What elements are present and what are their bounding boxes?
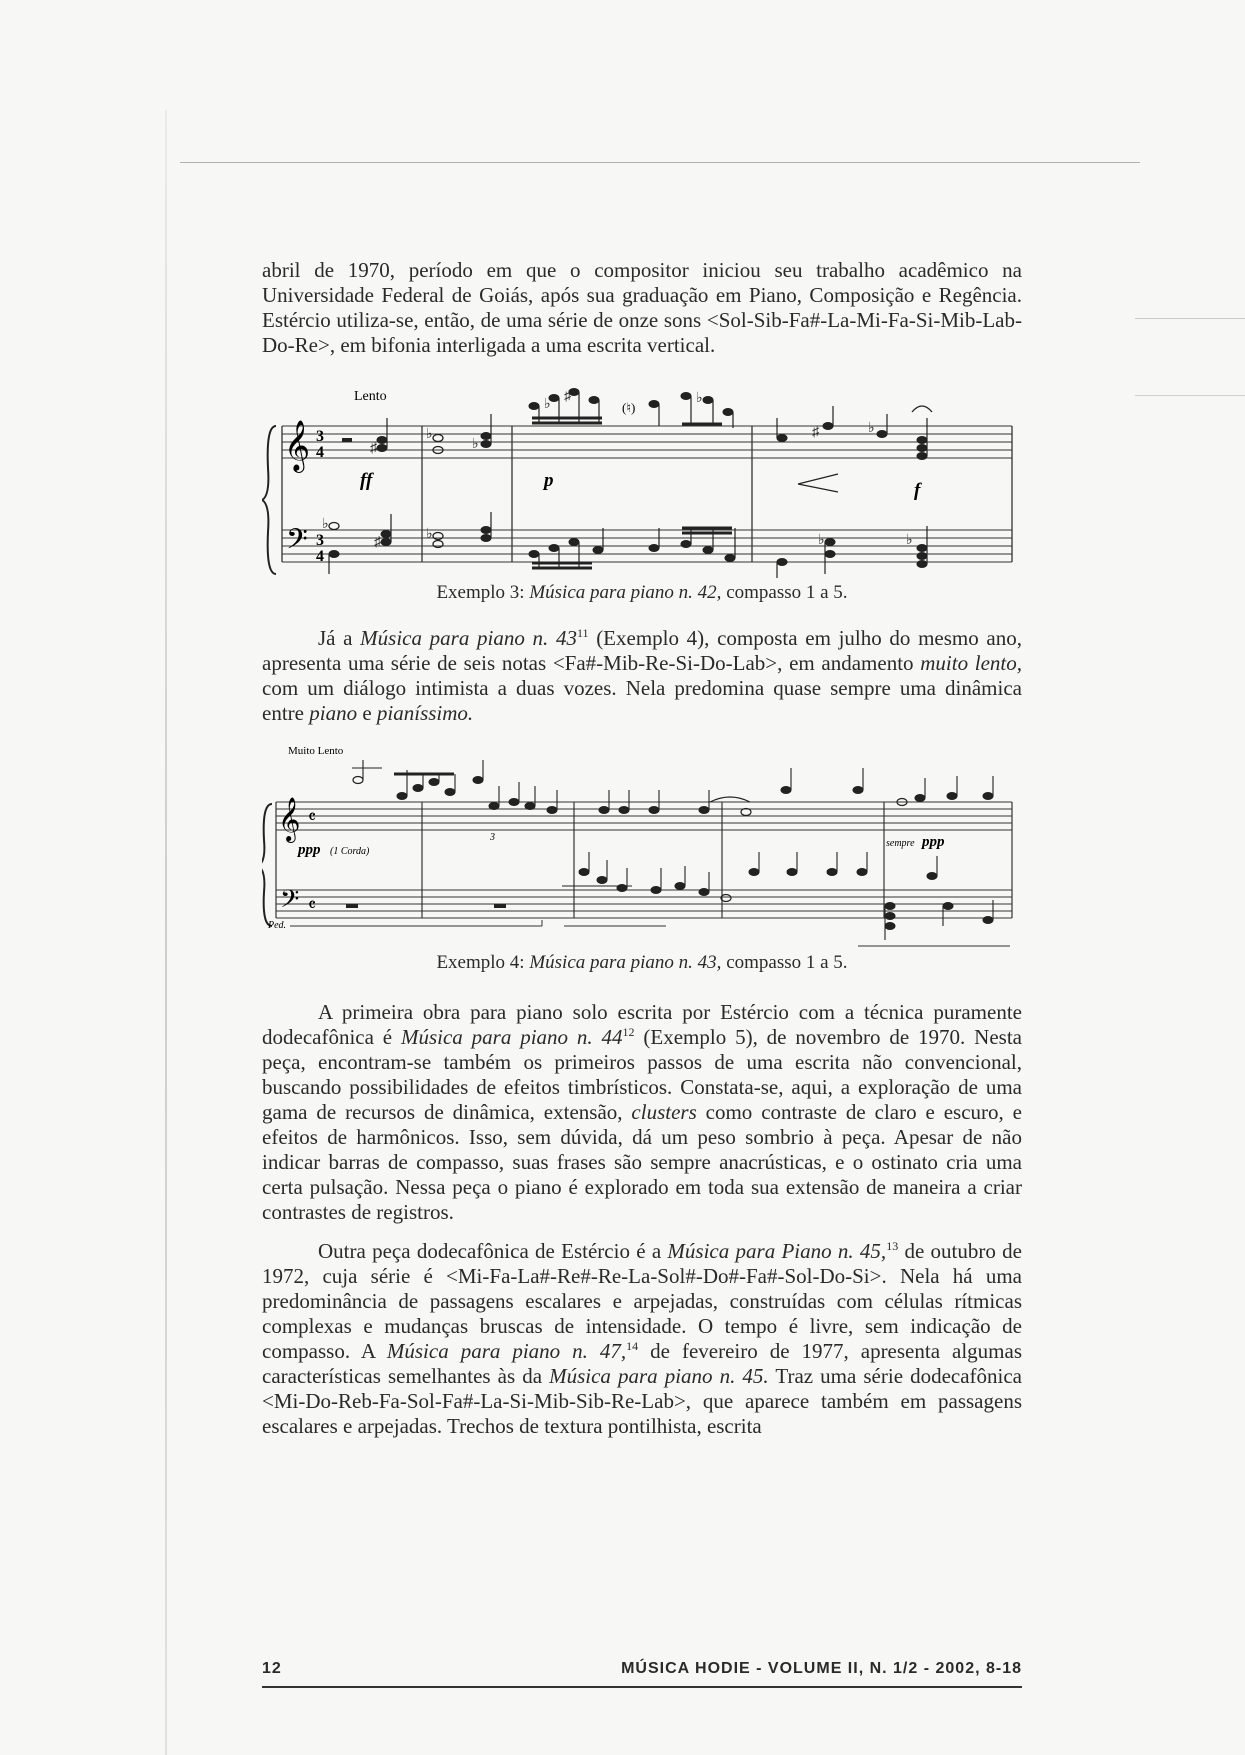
time-signature-treble: 3 <box>316 428 324 445</box>
treble-clef-icon: 𝄞 <box>284 421 311 470</box>
svg-text:♭: ♭ <box>696 391 703 406</box>
caption-title-4: Música para piano n. 43, <box>529 952 722 973</box>
dynamic-p: p <box>544 470 554 491</box>
svg-text:♯: ♯ <box>374 535 381 550</box>
p2-dynamic-pianissimo: pianíssimo. <box>376 701 474 725</box>
p2-text-b: (Exemplo 4), composta em julho do mesmo ano, apresenta uma série de seis notas <Fa#-Mib-Re-Si-Do-Lab>, em andamento <box>262 626 1023 675</box>
p2-work-title: Música para piano n. 43 <box>360 626 577 650</box>
p3-text-b: (Exemplo 5), de novembro de 1970. Nesta peça, encontram-se também os primeiros passos de uma escrita não convencional, buscando possibilidades de efeitos timbrísticos. Constata-se, aqui, a exploração de uma gama de recursos de dinâmica, extensão, <box>262 1025 1022 1124</box>
treble-staff <box>282 426 1012 458</box>
dynamic-ppp: ppp <box>298 842 321 858</box>
scan-border-right-2 <box>1135 395 1245 396</box>
p4-work-title-45: Música para Piano n. 45, <box>667 1239 887 1263</box>
p4-work-title-47: Música para piano n. 47, <box>386 1339 627 1363</box>
svg-text:♭: ♭ <box>472 437 479 452</box>
common-time-treble: 𝄴 <box>308 807 317 827</box>
svg-text:♭: ♭ <box>818 533 825 548</box>
caption-range: compasso 1 a 5. <box>721 582 848 603</box>
rest-mark <box>342 438 352 442</box>
example-3-caption <box>262 581 1022 605</box>
footnote-ref-11[interactable]: 11 <box>576 626 589 640</box>
time-signature-treble-lower: 4 <box>316 444 324 461</box>
footnote-ref-12[interactable]: 12 <box>622 1025 635 1039</box>
paragraph-3 <box>262 1000 1022 1225</box>
caption-label: Exemplo 3: <box>436 582 530 603</box>
example-3-score <box>262 378 1022 578</box>
svg-text:♭: ♭ <box>868 421 875 436</box>
example-4-caption <box>262 951 1022 975</box>
paragraph-2 <box>262 626 1022 726</box>
system-brace-4 <box>262 804 272 926</box>
journal-citation: MÚSICA HODIE - VOLUME II, N. 1/2 - 2002, 8-18 <box>621 1660 1022 1677</box>
p3-clusters: clusters <box>631 1100 697 1124</box>
svg-text:♭: ♭ <box>906 533 913 548</box>
bass-notes <box>322 512 927 578</box>
p3-text-c: como contraste de claro e escuro, e efeitos de harmônicos. Isso, sem dúvida, dá um peso sombrio à peça. Apesar de não indicar barras de compasso, suas frases são sempre anacrústicas, e o ostinato cria uma certa pulsação. Nessa peça o piano é explorado em toda sua extensão de maneira a criar contrastes de registros. <box>262 1100 1022 1224</box>
caption-label-4: Exemplo 4: <box>436 952 530 973</box>
bass-clef-icon: 𝄢 <box>286 525 308 562</box>
scan-border-top <box>180 162 1140 163</box>
footnote-ref-13[interactable]: 13 <box>886 1239 899 1253</box>
bass-notes-4 <box>562 852 993 940</box>
scan-border-right <box>1135 318 1245 319</box>
whole-rest <box>346 904 358 908</box>
p2-text-e: e <box>357 701 377 725</box>
p4-text-d: Traz uma série dodecafônica <Mi-Do-Reb-Fa-Sol-Fa#-La-Si-Mib-Sib-Re-Lab>, que aparece também em passagens escalares e arpejadas. Trechos de textura pontilhista, escrita <box>262 1364 1023 1438</box>
svg-text:♯: ♯ <box>812 425 819 440</box>
paragraph-4 <box>262 1239 1022 1439</box>
treble-notes-4 <box>352 760 993 816</box>
whole-rest-2 <box>494 904 506 908</box>
sempre-marking: sempre <box>886 838 915 849</box>
dynamic-ff: ff <box>360 470 373 491</box>
p4-work-title-45b: Música para piano n. 45. <box>549 1364 769 1388</box>
page-content <box>262 258 1022 1439</box>
p4-text-b: de outubro de 1972, cuja série é <Mi-Fa-La#-Re#-Re-La-Sol#-Do#-Fa#-Sol-Do-Si>. Nela há uma predominância de passagens escalares e arpejadas, construídas com células rítmicas complexas e mudanças bruscas de intensidade. O tempo é livre, sem indicação de compasso. A <box>262 1239 1022 1363</box>
pedal-marking: Ped. <box>268 920 287 931</box>
time-signature-bass-lower: 4 <box>316 548 324 565</box>
caption-title: Música para piano n. 42, <box>529 582 722 603</box>
treble-notes <box>370 389 932 460</box>
tuplet-three: 3 <box>490 832 495 843</box>
p3-work-title: Música para piano n. 44 <box>400 1025 623 1049</box>
paragraph-1: abril de 1970, período em que o compositor iniciou seu trabalho acadêmico na Universidade Federal de Goiás, após sua graduação em Piano, Composição e Regência. Estércio utiliza-se, então, de uma série de onze sons <Sol-Sib-Fa#-La-Mi-Fa-Si-Mib-Lab-Do-Re>, em bifonia interligada a uma escrita vertical. <box>262 258 1022 357</box>
example-4-figure <box>262 740 1022 978</box>
p3-text-a: A primeira obra para piano solo escrita por Estércio com a técnica puramente dodecafônica é <box>262 1000 1022 1049</box>
p2-text-a: Já a <box>318 626 361 650</box>
example-4-score <box>262 740 1022 950</box>
bass-clef-icon-4: 𝄢 <box>280 886 300 919</box>
p4-text-a: Outra peça dodecafônica de Estércio é a <box>318 1239 668 1263</box>
scan-border-left <box>165 110 167 1755</box>
barlines-4 <box>276 802 1012 918</box>
example-3-tempo: Lento <box>354 389 387 404</box>
example-3-figure <box>262 378 1022 610</box>
bass-staff-4 <box>276 890 1012 918</box>
crescendo-hairpin <box>798 474 838 492</box>
svg-text:♯: ♯ <box>370 441 377 456</box>
page-footer <box>262 1660 1022 1688</box>
example-4-tempo: Muito Lento <box>288 745 344 757</box>
p4-text-c: de fevereiro de 1977, apresenta algumas características semelhantes às da <box>262 1339 1022 1388</box>
p2-tempo: muito lento, <box>920 651 1022 675</box>
p2-text-c: com um diálogo intimista a duas vozes. Nela predomina quase sempre uma dinâmica entre <box>262 676 1022 725</box>
sempre-ppp: ppp <box>922 834 945 850</box>
treble-staff-4 <box>276 802 1012 830</box>
svg-text:♭: ♭ <box>426 527 433 542</box>
svg-text:♯: ♯ <box>564 389 571 404</box>
p2-dynamic-piano: piano <box>309 701 358 725</box>
page-number: 12 <box>262 1660 282 1677</box>
natural-sign: (♮) <box>622 400 636 415</box>
svg-text:♭: ♭ <box>426 427 433 442</box>
system-brace <box>262 426 276 574</box>
treble-clef-icon-4: 𝄞 <box>278 799 301 841</box>
dynamic-f: f <box>914 480 921 501</box>
caption-range-4: compasso 1 a 5. <box>721 952 848 973</box>
svg-text:♭: ♭ <box>544 397 551 412</box>
time-signature-bass: 3 <box>316 532 324 549</box>
footnote-ref-14[interactable]: 14 <box>626 1339 639 1353</box>
svg-text:♭: ♭ <box>322 517 329 532</box>
corda-marking: (1 Corda) <box>330 846 370 857</box>
common-time-bass: 𝄴 <box>308 895 317 915</box>
